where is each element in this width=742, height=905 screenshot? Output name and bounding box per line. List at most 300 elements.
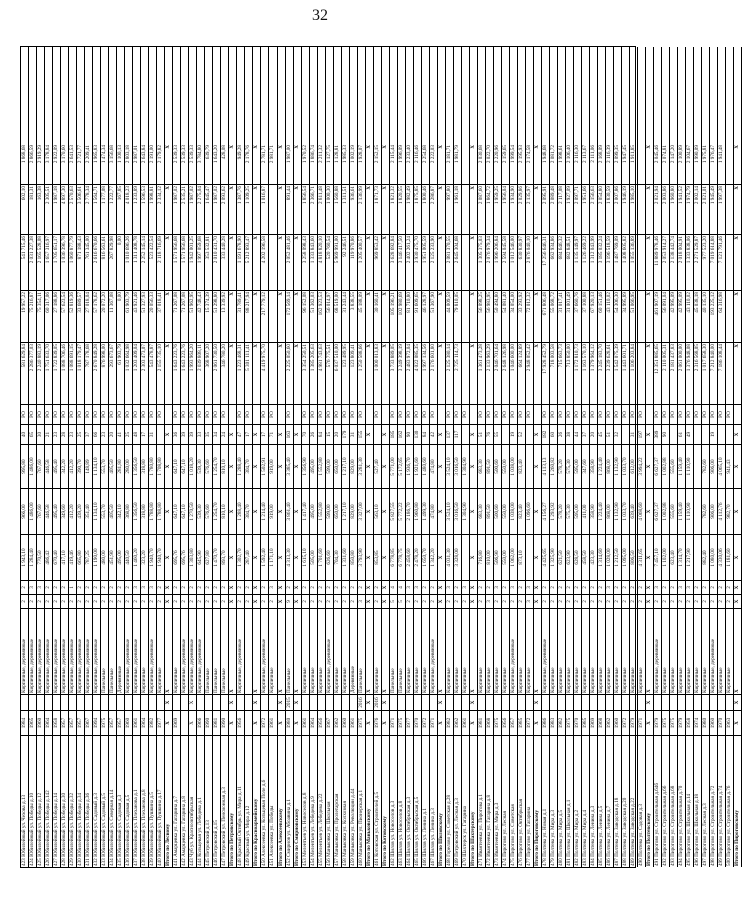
table-cell: РО	[61, 404, 68, 424]
table-cell: X	[734, 342, 741, 404]
table-cell: 2	[101, 594, 108, 608]
table-cell: 2 778,34	[85, 184, 92, 234]
table-cell: 163,38	[37, 184, 44, 234]
table-cell: 12 351 885,65	[654, 342, 661, 404]
table-cell: 718 003,58	[550, 342, 557, 404]
table-cell: 1 181,60	[726, 534, 733, 580]
table-cell: 162	[398, 424, 405, 444]
table-cell: РО	[93, 404, 100, 424]
table-cell: 2	[638, 594, 645, 608]
table-row	[710, 47, 718, 867]
table-cell: 2 725 114,73	[454, 342, 461, 404]
table-cell: 57 623,54	[61, 290, 68, 342]
table-cell: 671 806,48	[542, 290, 549, 342]
table-cell: 2 115,44	[389, 145, 396, 163]
table-cell: 31	[149, 424, 156, 444]
table-cell: 433 Юбилейный ул. Садовый д.5	[101, 735, 108, 867]
table-cell: 84	[318, 424, 325, 444]
table-cell: 33 293,92	[518, 290, 525, 342]
table-cell: 20 056,33	[149, 290, 156, 342]
table-cell: 3	[406, 580, 413, 594]
table-cell: X	[734, 710, 741, 735]
table-cell: 287,40	[245, 534, 252, 580]
table-cell: 76	[486, 424, 493, 444]
table-cell: 1 038,00	[510, 488, 517, 534]
table-cell: 440,50	[125, 534, 132, 580]
table-cell	[494, 694, 501, 710]
table-cell: 23	[69, 424, 76, 444]
table-cell: 2	[510, 594, 517, 608]
table-row	[109, 47, 117, 867]
table-cell: 1982	[149, 710, 156, 735]
table-cell: 7 212 840,00	[710, 342, 717, 404]
table-cell: 346 780,20	[221, 342, 228, 404]
table-cell: X	[365, 145, 372, 149]
table-cell: 2	[125, 594, 132, 608]
table-cell: X	[294, 342, 301, 404]
table-cell: 3	[269, 580, 276, 594]
table-cell: 1 000,30	[326, 184, 333, 234]
table-cell: 2	[342, 594, 349, 608]
table-cell: 36	[173, 424, 180, 444]
table-cell: 2	[334, 594, 341, 608]
table-cell: X	[165, 534, 172, 580]
table-cell: 1967	[326, 710, 333, 735]
table-cell: 31	[630, 424, 637, 444]
table-row	[149, 47, 157, 867]
table-cell: X	[278, 444, 285, 488]
table-cell: X	[382, 184, 389, 234]
table-cell: 4 313,30	[286, 534, 293, 580]
table-cell: 464 Шилов ул. Октябрьская д.3	[406, 735, 413, 867]
table-cell: 891,50	[486, 488, 493, 534]
table-cell: 3	[526, 594, 533, 608]
table-cell: 1 002,88	[662, 444, 669, 488]
table-cell: 2 233,40	[405, 145, 412, 164]
table-cell: 2 138 442,74	[670, 234, 677, 290]
table-cell: X	[382, 444, 389, 488]
table-cell: 1 830,59	[606, 184, 613, 234]
table-cell: 2	[45, 594, 52, 608]
table-cell	[350, 694, 357, 710]
table-cell: 550,00	[502, 488, 509, 534]
table-cell: 823,40	[518, 444, 525, 488]
table-cell: 2 209,41	[85, 145, 92, 164]
table-cell: 19 957,22	[21, 290, 28, 342]
table-cell: 2 643,84	[141, 145, 148, 164]
table-cell: X	[438, 694, 445, 710]
table-cell: 495 Пирогово ул. Школьная д.14	[686, 735, 693, 867]
table-cell: 84	[422, 424, 429, 444]
table-cell: 1979	[678, 710, 685, 735]
table-cell: 1 987,02	[173, 184, 180, 234]
table-cell: 823,40	[518, 488, 525, 534]
table-cell	[334, 694, 341, 710]
table-cell: 868,00	[606, 488, 613, 534]
table-cell: 2	[454, 580, 461, 594]
table-cell: 1967	[85, 710, 92, 735]
table-cell	[526, 444, 533, 488]
table-cell: 17	[245, 424, 252, 444]
table-cell: X	[253, 488, 260, 534]
table-cell: 787 178,68	[85, 342, 92, 404]
table-cell	[181, 694, 188, 710]
table-cell: 469 Петровский ул. Лесная д.3	[454, 735, 461, 867]
table-cell: 2	[197, 594, 204, 608]
table-cell: 555,60	[670, 444, 677, 488]
table-cell: 475 Пирогово ул. Советская	[510, 735, 517, 867]
table-row	[702, 47, 710, 867]
table-cell: 2	[374, 580, 381, 594]
table-cell: 1 203 409,04	[133, 342, 140, 404]
table-row	[374, 47, 382, 867]
table-cell: X	[294, 710, 301, 735]
table-cell: 47	[237, 424, 244, 444]
table-cell: 1975	[494, 710, 501, 735]
table-cell: РО	[189, 404, 196, 424]
table-cell: X	[229, 184, 236, 234]
table-cell: 163	[286, 424, 293, 444]
table-cell: РО	[326, 404, 333, 424]
table-cell: X	[470, 444, 477, 488]
table-cell: 704,30	[334, 534, 341, 580]
table-cell: 1969	[590, 710, 597, 735]
table-cell: 2 010 431,70	[213, 234, 220, 290]
table-cell: Кирпичные	[622, 608, 629, 694]
table-cell: 412,20	[69, 488, 76, 534]
table-cell: 435 Юбилейный ул. Садовая д.3	[117, 735, 124, 867]
table-row	[454, 47, 462, 867]
table-cell: 478 Полтева ул. Новая д.1	[542, 735, 549, 867]
table-cell: 41	[117, 424, 124, 444]
table-cell: 2 254,68	[421, 145, 428, 164]
table-cell: 2 670 849,28	[93, 342, 100, 404]
table-cell: 2 645 304,68	[454, 234, 461, 290]
table-cell: 358,90	[590, 444, 597, 488]
table-cell: 1 304,90	[462, 488, 469, 534]
table-cell: 1 333 838,06	[686, 234, 693, 290]
table-cell: РО	[462, 404, 469, 424]
table-cell: X	[253, 594, 260, 608]
table-cell: X	[382, 710, 389, 735]
table-cell: 40	[21, 424, 28, 444]
table-cell: Панельные	[286, 608, 293, 694]
table-cell: 456 Маньковка ул. Школьная	[326, 735, 333, 867]
table-cell: 4 156,27	[542, 488, 549, 534]
table-cell: 2	[318, 594, 325, 608]
table-cell	[590, 694, 597, 710]
table-cell: 684 646,32	[558, 234, 565, 290]
table-cell: 3 245 183,70	[598, 342, 605, 404]
table-cell: 333 440,28	[221, 234, 228, 290]
table-cell	[302, 694, 309, 710]
table-cell: 2	[326, 594, 333, 608]
table-cell: X	[366, 290, 373, 342]
table-cell: Итого по Алексеевскому	[278, 735, 285, 867]
table-cell	[574, 694, 581, 710]
table-cell: 1969	[173, 710, 180, 735]
table-cell: 1957	[510, 710, 517, 735]
table-cell: 2	[694, 594, 701, 608]
table-cell: 4	[390, 580, 397, 594]
table-cell: X	[470, 534, 477, 580]
table-cell: 871 188,43	[77, 234, 84, 290]
table-cell: 11 889 978,46	[654, 234, 661, 290]
table-cell: 1 940,70	[157, 534, 164, 580]
table-cell: X	[438, 594, 445, 608]
table-cell: 539,30	[197, 444, 204, 488]
table-cell: РО	[454, 404, 461, 424]
table-cell	[526, 694, 533, 710]
table-cell: 342,20	[61, 444, 68, 488]
table-cell: X	[229, 608, 236, 694]
table-cell: X	[294, 534, 301, 580]
table-cell: 368,80	[125, 488, 132, 534]
table-cell: X	[278, 710, 285, 735]
table-cell: 1 470,70	[213, 534, 220, 580]
table-cell	[734, 404, 741, 424]
table-cell: 123 489,95	[342, 342, 349, 404]
table-cell: 3 016,50	[454, 488, 461, 534]
table-cell: РО	[53, 404, 60, 424]
table-cell: 1975	[358, 710, 365, 735]
table-cell: 787,25	[85, 534, 92, 580]
table-row	[662, 47, 670, 867]
table-cell: 500,60	[494, 444, 501, 488]
table-cell: 1974	[694, 710, 701, 735]
table-cell: РО	[77, 404, 84, 424]
table-cell: 2	[213, 580, 220, 594]
table-cell: X	[734, 488, 741, 534]
table-cell	[237, 694, 244, 710]
table-cell: X	[366, 710, 373, 735]
table-cell: 2	[141, 594, 148, 608]
table-cell: 1 596,53	[141, 184, 148, 234]
table-cell: 2	[157, 580, 164, 594]
table-cell: 3 506,61	[77, 184, 84, 234]
table-cell: 1 705 651,17	[53, 234, 60, 290]
table-cell: 1965	[29, 710, 36, 735]
table-cell: 3 328,00	[454, 534, 461, 580]
table-cell: 66	[93, 424, 100, 444]
table-cell: X	[366, 594, 373, 608]
table-cell: 453 Мелентьев ул. Новоселов д.8	[302, 735, 309, 867]
table-cell	[710, 694, 717, 710]
table-cell: 2 095,91	[542, 184, 549, 234]
table-cell: 4 330,06	[718, 534, 725, 580]
table-cell: РО	[310, 404, 317, 424]
table-cell: 1 110,90	[686, 444, 693, 488]
table-cell: 1 017 658,30	[702, 342, 709, 404]
table-cell: 2 045,46	[654, 145, 661, 164]
table-row	[53, 47, 61, 867]
table-cell: Кирпичные, деревянные	[69, 608, 76, 694]
table-cell	[670, 694, 677, 710]
table-cell: 20	[334, 424, 341, 444]
table-cell: 2 021,94	[654, 184, 661, 234]
table-cell: 1 985,10	[630, 184, 637, 234]
table-cell: 20	[590, 424, 597, 444]
table-cell: 2 029,86	[518, 184, 525, 234]
table-row	[310, 47, 318, 867]
table-cell: 2	[261, 580, 268, 594]
table-cell: X	[229, 424, 236, 444]
table-cell: 1 780,80	[149, 444, 156, 488]
table-cell: 37 018,41	[157, 290, 164, 342]
table-cell: Панельные	[398, 608, 405, 694]
table-cell: 1 305 375,03	[478, 234, 485, 290]
table-cell: 2 093,62	[221, 184, 228, 234]
table-cell: 2	[590, 580, 597, 594]
table-cell: 2	[342, 580, 349, 594]
table-cell: 486 Полтева ул. Ленина д.7	[606, 735, 613, 867]
table-cell: РО	[213, 404, 220, 424]
table-cell: 2 181,71	[445, 145, 452, 164]
table-cell: 1 016,87	[261, 184, 268, 234]
table-cell	[45, 694, 52, 710]
table-cell	[470, 404, 477, 424]
table-cell: 1 284,40	[29, 534, 36, 580]
table-cell: 2	[702, 594, 709, 608]
table-cell: 474,80	[430, 488, 437, 534]
table-cell: 430 Юбилейный ул. Победы д.34	[77, 735, 84, 867]
table-cell: 2	[430, 580, 437, 594]
table-cell: 1994	[93, 710, 100, 735]
table-cell: 3 861,40	[286, 488, 293, 534]
table-cell: 432 Юбилейный ул. Садовый д.3	[93, 735, 100, 867]
table-cell: Итого по Шиловскому	[438, 735, 445, 867]
table-cell: 3	[654, 580, 661, 594]
table-cell	[534, 404, 541, 424]
table-cell: 2	[197, 580, 204, 594]
table-cell: 2 156,63	[590, 184, 597, 234]
table-cell: 1979	[654, 710, 661, 735]
table-cell: 1 171,10	[269, 534, 276, 580]
table-cell: 662 934,86	[550, 234, 557, 290]
table-cell: 1 177,08	[101, 184, 108, 234]
table-cell: 2 178,76	[245, 145, 252, 164]
table-row	[478, 47, 486, 867]
table-cell: 155	[358, 424, 365, 444]
table-cell: 1 650,70	[422, 534, 429, 580]
table-cell: 977 523,20	[702, 234, 709, 290]
table-cell: X	[253, 608, 260, 694]
table-cell: 1 960,80	[670, 184, 677, 234]
table-cell: 2	[85, 580, 92, 594]
table-cell: РО	[133, 404, 140, 424]
table-cell	[598, 694, 605, 710]
table-cell: 3 838,55	[350, 290, 357, 342]
table-cell: Кирпичные, деревянные	[21, 608, 28, 694]
table-cell: X	[534, 594, 541, 608]
table-cell: 496 Пирогово ул. Школьная д.18	[694, 735, 701, 867]
table-cell: 40 135,10	[702, 290, 709, 342]
table-cell: 906,00	[710, 444, 717, 488]
table-row	[69, 47, 77, 867]
table-cell	[269, 290, 276, 342]
table-cell: 1 934,90	[510, 184, 517, 234]
table-row	[414, 47, 422, 867]
table-cell: 868,00	[606, 444, 613, 488]
table-cell: Кирпичные, деревянные	[261, 608, 268, 694]
table-cell: 1985	[582, 710, 589, 735]
table-cell: 13 339,92	[221, 290, 228, 342]
table-cell: 427 Юбилейный ул. Победы д.14	[53, 735, 60, 867]
table-cell: 3	[414, 580, 421, 594]
table-cell	[269, 234, 276, 290]
table-cell: 2 240 883,19	[37, 342, 44, 404]
table-cell: 1972	[422, 710, 429, 735]
table-cell: 2	[670, 580, 677, 594]
table-cell	[77, 694, 84, 710]
table-row	[21, 47, 29, 867]
table-cell: 2 366,71	[310, 184, 317, 234]
table-cell: 2 002,14	[694, 184, 701, 234]
table-row	[93, 47, 101, 867]
table-cell: 1 990,09	[694, 145, 701, 164]
table-cell: 2 781,71	[261, 145, 268, 164]
table-cell	[374, 424, 381, 444]
table-cell: РО	[414, 404, 421, 424]
table-cell: 32	[614, 424, 621, 444]
table-cell: 2	[310, 594, 317, 608]
table-cell: X	[278, 342, 285, 404]
table-cell: Деревянные	[117, 608, 124, 694]
table-row	[133, 47, 141, 867]
table-cell: Кирпичные	[462, 608, 469, 694]
table-cell: 1971	[638, 710, 645, 735]
table-row	[294, 47, 302, 867]
table-cell: 1 222,77	[109, 184, 116, 234]
table-cell: 1 126 469,22	[582, 234, 589, 290]
table-cell: 181,31	[29, 184, 36, 234]
table-cell	[638, 290, 645, 342]
table-cell: 1 502,91	[261, 444, 268, 488]
table-cell: 647,10	[181, 488, 188, 534]
table-cell	[318, 694, 325, 710]
table-cell: X	[278, 534, 285, 580]
table-cell	[654, 694, 661, 710]
table-cell: 495,00	[310, 444, 317, 488]
table-cell: 770,50	[37, 534, 44, 580]
table-cell: РО	[117, 404, 124, 424]
table-cell: 2	[662, 580, 669, 594]
table-cell	[454, 694, 461, 710]
table-cell: 4 419 975,70	[261, 342, 268, 404]
table-cell	[502, 694, 509, 710]
table-cell: 1 088 691,15	[69, 342, 76, 404]
table-cell: 1 333 843,60	[310, 234, 317, 290]
table-cell: X	[470, 290, 477, 342]
table-cell: X	[470, 424, 477, 444]
table-cell: Кирпичные	[478, 608, 485, 694]
table-cell	[638, 184, 645, 234]
table-cell	[310, 694, 317, 710]
table-cell: 61	[678, 424, 685, 444]
table-cell: 1972	[622, 710, 629, 735]
table-row	[286, 47, 294, 867]
table-cell: 1 080,00	[710, 534, 717, 580]
table-cell: 630 830,97	[518, 234, 525, 290]
table-cell: 500,60	[494, 488, 501, 534]
table-cell: 1 408 605,82	[622, 234, 629, 290]
table-row	[141, 47, 149, 867]
table-cell: РО	[526, 404, 533, 424]
table-cell: 1 820,55	[398, 184, 405, 234]
table-cell: 472 Ивантеевка ул. Гагарина д.8	[486, 735, 493, 867]
table-cell: 1 987,00	[285, 145, 292, 164]
table-cell: 2 478,20	[414, 534, 421, 580]
